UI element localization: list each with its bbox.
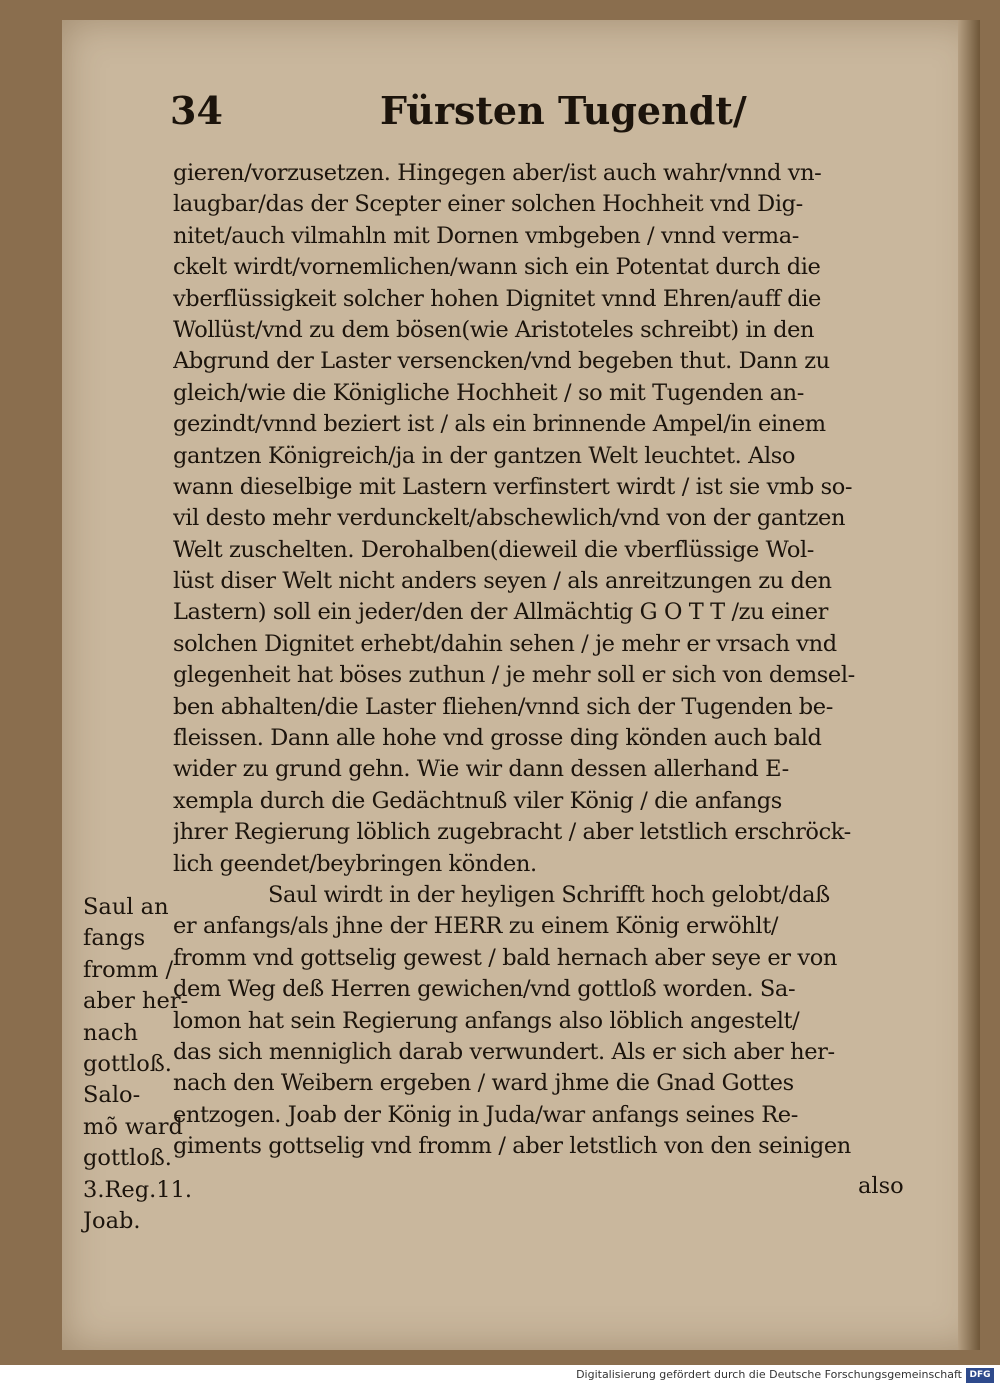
text-line: fromm vnd gottselig gewest / bald hernach aber seye er von — [173, 944, 837, 971]
text-line: das sich menniglich darab verwundert. Als er sich aber her- — [173, 1038, 835, 1065]
text-line: nach den Weibern ergeben / ward jhme die Gnad Gottes — [173, 1070, 794, 1097]
page-edge — [958, 20, 980, 1350]
text-line: ckelt wirdt/vornemlichen/wann sich ein Potentat durch die — [173, 254, 821, 281]
catchword: also — [858, 1173, 904, 1199]
text-line: ben abhalten/die Laster fliehen/vnnd sich der Tugenden be- — [173, 693, 833, 720]
text-line: Lastern) soll ein jeder/den der Allmächtig G O T T /zu einer — [173, 599, 829, 626]
margin-note-line: aber her- — [83, 988, 189, 1015]
page-header — [170, 88, 747, 148]
margin-note-line: Salo- — [83, 1082, 141, 1109]
marginal-notes — [83, 892, 193, 1237]
running-title: Fürsten Tugendt/ — [380, 88, 747, 133]
margin-note-line: 3.Reg.11. — [83, 1176, 193, 1203]
margin-note-line: fangs — [83, 925, 146, 952]
text-line: vberflüssigkeit solcher hohen Dignitet vnnd Ehren/auff die — [173, 285, 821, 312]
text-line: solchen Dignitet erhebt/dahin sehen / je mehr er vrsach vnd — [173, 630, 837, 657]
footer-bar — [0, 1365, 1000, 1387]
text-line: entzogen. Joab der König in Juda/war anfangs seines Re- — [173, 1101, 798, 1128]
text-line: wider zu grund gehn. Wie wir dann dessen allerhand E- — [173, 756, 789, 783]
text-line: wann dieselbige mit Lastern verfinstert wirdt / ist sie vmb so- — [173, 473, 853, 500]
text-line: vil desto mehr verdunckelt/abschewlich/vnd von der gantzen — [173, 505, 846, 532]
text-line: Welt zuschelten. Derohalben(dieweil die vberflüssige Wol- — [173, 536, 814, 563]
text-line: xempla durch die Gedächtnuß viler König / die anfangs — [173, 787, 782, 814]
margin-note-line: fromm / — [83, 956, 174, 983]
text-line: lüst diser Welt nicht anders seyen / als anreitzungen zu den — [173, 568, 832, 595]
text-line: lich geendet/beybringen könden. — [173, 850, 537, 877]
text-line: gleich/wie die Königliche Hochheit / so mit Tugenden an- — [173, 379, 804, 406]
text-line: gezindt/vnnd beziert ist / als ein brinnende Ampel/in einem — [173, 411, 826, 438]
text-line: giments gottselig vnd fromm / aber letstlich von den seinigen — [173, 1133, 851, 1160]
text-line: Wollüst/vnd zu dem bösen(wie Aristoteles schreibt) in den — [173, 316, 815, 343]
text-line: laugbar/das der Scepter einer solchen Hochheit vnd Dig- — [173, 191, 803, 218]
text-line: glegenheit hat böses zuthun / je mehr soll er sich von demsel- — [173, 662, 855, 689]
text-line: fleissen. Dann alle hohe vnd grosse ding könden auch bald — [173, 725, 822, 752]
text-line: gantzen Königreich/ja in der gantzen Welt leuchtet. Also — [173, 442, 796, 469]
margin-note-line: nach — [83, 1019, 138, 1046]
margin-note-line: mõ ward — [83, 1113, 183, 1140]
dfg-logo: DFG — [966, 1368, 994, 1383]
margin-note-line: Saul an — [83, 894, 169, 920]
margin-note-line: gottloß. — [83, 1050, 172, 1077]
text-line: nitet/auch vilmahln mit Dornen vmbgeben / vnnd verma- — [173, 222, 799, 249]
text-line: gieren/vorzusetzen. Hingegen aber/ist auch wahr/vnnd vn- — [173, 160, 822, 186]
text-line: jhrer Regierung löblich zugebracht / aber letstlich erschröck- — [173, 819, 851, 846]
page-number: 34 — [170, 88, 223, 133]
text-line: Saul wirdt in der heyligen Schrifft hoch gelobt/daß — [268, 881, 830, 908]
margin-note-line: gottloß. — [83, 1145, 172, 1172]
text-line: lomon hat sein Regierung anfangs also löblich angestelt/ — [173, 1007, 800, 1034]
footer-credit: Digitalisierung gefördert durch die Deutsche Forschungsgemeinschaft — [576, 1368, 962, 1381]
margin-note-line: Joab. — [83, 1207, 141, 1234]
text-line: er anfangs/als jhne der HERR zu einem König erwöhlt/ — [173, 913, 779, 940]
text-line: dem Weg deß Herren gewichen/vnd gottloß worden. Sa- — [173, 976, 796, 1003]
body-text — [173, 158, 873, 1163]
text-line: Abgrund der Laster versencken/vnd begeben thut. Dann zu — [173, 348, 830, 375]
